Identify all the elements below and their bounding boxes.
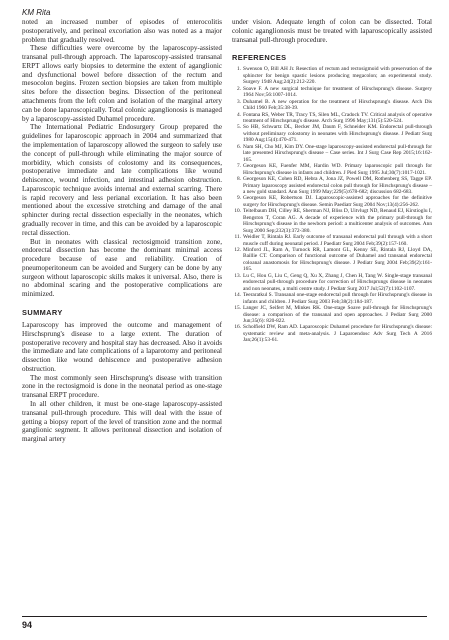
left-paragraph-2: These difficulties were overcome by the laparoscopy-assisted transanal pull-through approach. The laparoscopy-assisted transanal ERPT allows early biopsies to determine the extent of aganglionic and dysfunctional bowel before dissection of the rectum and mesocolon begins. Frozen section biopsies are taken from multiple sites before the dissection begins. Dissection of the peritoneal attachments from the left colon and isolation of the marginal artery can be done laparoscopically. Total colonic aganglionosis is managed by a laparoscopy-assisted Duhamel procedure.	[22, 44, 222, 123]
left-column	[22, 18, 222, 444]
reference-text: So HB, Schwartz DL, Becker JM, Daum F, Schneider KM. Endorectal pull-through without preliminary colostomy in neonates with Hirschsprung's disease. J Pediatr Surg 1980 Aug;15(4):470-471.	[243, 124, 432, 144]
reference-number: 5.	[236, 124, 241, 131]
reference-number: 7.	[236, 163, 241, 170]
reference-item	[232, 66, 432, 85]
reference-text: Nam SH, Cho MJ, Kim DY. One-stage laparoscopy-assisted endorectal pull-through for late presented Hirschsprung's disease – Case series. Int J Surg Case Rep 2015;16:162-165.	[243, 143, 432, 163]
references-heading: REFERENCES	[232, 53, 287, 63]
reference-number: 14.	[234, 292, 241, 299]
reference-item	[232, 86, 432, 99]
reference-text: Lu C, Hou G, Liu C, Geng Q, Xu X, Zhang J, Chen H, Tang W. Single-stage transanal endorectal pull-through procedure for correction of Hirschsprungs disease in neonates and non neonates, a multi centre study. J Pediatr Surg 2017 Jul;52(7):1102-1107.	[243, 272, 432, 292]
running-head: KM Rita	[22, 8, 51, 17]
reference-item	[232, 208, 432, 234]
reference-number: 4.	[236, 111, 241, 118]
reference-number: 11.	[234, 234, 241, 241]
reference-text: Minford JL, Ram A, Turnock RR, Lamont GL, Kenny SE, Rintala RJ, Lloyd DA, Baillie CT. Comparison of functional outcome of Duhamel and transanal endorectal coloanal anastomosis for Hirschsprung's disease. J Pediatr Surg 2004 Feb;39(2):161-165.	[243, 247, 432, 273]
reference-number: 15.	[234, 305, 241, 312]
page-number: 94	[22, 620, 33, 630]
left-paragraph-3: The International Pediatric Endosurgery Group prepared the guidelines for laparoscopic approach in 2004 and summarized that the implementation of laparoscopy allowed the surgeon to safely use the concept of pull-through while eliminating the major source of morbidity, which consists of colostomy and its consequences, postoperative immediate and late complications like wound dehiscence, wound infection, and intestinal adhesion obstruction. Laparoscopic technique avoids internal and external scarring. There is rapid recovery and less perianal excoriation. It has also been mentioned about the excessive stretching and damage of the anal sphincter during rectal dissection especially in the neonates, which gradually recover in time, and this can be avoided by a laparoscopic rectal dissection.	[22, 123, 222, 237]
reference-number: 13.	[234, 272, 241, 279]
reference-list	[232, 66, 432, 343]
reference-text: Weidler T, Rintala RJ. Early outcome of transanal endorectal pull through with a short muscle cuff during neonatal period. J Paediatr Surg 2004 Feb;39(2):157-160.	[243, 234, 432, 247]
reference-item	[232, 305, 432, 324]
reference-item	[232, 234, 432, 247]
reference-item	[232, 176, 432, 195]
reference-item	[232, 292, 432, 305]
right-paragraph-1: under vision. Adequate length of colon can be dissected. Total colonic aganglionosis must be treated with laparoscopically assisted transanal pull-through procedure.	[232, 18, 432, 44]
summary-paragraph-2: The most commonly seen Hirschsprung's disease with transition zone in the rectosigmoid is done in the neonatal period as one-stage transanal ERPT procedure.	[22, 373, 222, 400]
left-paragraph-1: noted an increased number of episodes of enterocolitis postoperatively, and perineal excoriation also was noted as a major problem that gradually resolved.	[22, 18, 222, 44]
reference-item	[232, 124, 432, 143]
reference-text: Teitelbaum DH, Cilley RE, Sherman NJ, Bliss D, Uitvlugt ND, Renaud EJ, Kirstioglu I, Bengston T, Coran AG. A decade of experience with the primary pull-through for Hirschsprung's disease in the newborn period: a multicenter analysis of outcomes. Ann Surg 2000 Sep;232(3):372-380.	[243, 208, 432, 234]
summary-paragraph-3: In all other children, it must be one-stage laparoscopy-assisted transanal pull-through procedure. This will deal with the issue of getting a biopsy report of the level of transition zone and the normal ganglionic segment. It allows peritoneal dissection and isolation of marginal artery	[22, 400, 222, 444]
reference-text: Scholfield DW, Ram AD. Laparoscopic Duhamel procedure for Hirschsprung's disease: systematic review and meta-analysis. J Laparoendosc Adv Surg Tech A 2016 Jan;26(1):53-61.	[243, 324, 432, 344]
reference-number: 2.	[236, 85, 241, 92]
left-paragraph-4: But in neonates with classical rectosigmoid transition zone, endorectal dissection has become the dominant minimal access procedure because of ease and reliability. Creation of pneumoperitoneum can be avoided and Surgery can be done by any surgeon without laparoscopic skills makes it universal. Also, there is no abdominal scaring and the postoperative complications are minimized.	[22, 237, 222, 299]
reference-text: Georgeson KE, Robertson DJ. Laparoscopic-assisted approaches for the definitive surgery for Hirschsprung's disease. Semin Paediatr Surg 2004 Nov;13(4):256-262.	[243, 195, 432, 208]
reference-item	[232, 112, 432, 125]
reference-number: 1.	[236, 66, 241, 73]
reference-item	[232, 247, 432, 273]
reference-item	[232, 99, 432, 112]
reference-item	[232, 144, 432, 163]
reference-item	[232, 163, 432, 176]
footer-rule	[22, 616, 427, 617]
reference-text: Georgeson KE, Fuenfer MM, Hardin WD. Primary laparoscopic pull through for Hirschsprung's disease in infants and children. J Pied Surg 1995 Jul;30(7):1017-1021.	[243, 163, 432, 176]
summary-paragraph-1: Laparoscopy has improved the outcome and management of Hirschsprung's disease to a large extent. The duration of postoperative recovery and hospital stay has decreased. Also it avoids the immediate and late complications of a laparotomy and peritoneal dissection like wound dehiscence and postoperative adhesion obstruction.	[22, 321, 222, 373]
reference-item	[232, 273, 432, 292]
reference-text: Duhamel B. A new operation for the treatment of Hirschsprung's disease. Arch Dis Child 1960 Feb;35:38-39.	[243, 98, 432, 112]
reference-item	[232, 324, 432, 343]
reference-number: 3.	[236, 98, 241, 105]
right-column	[232, 18, 432, 344]
reference-item	[232, 195, 432, 208]
reference-number: 16.	[234, 324, 241, 331]
reference-text: Soave F. A new surgical technique for treatment of Hirschsprung's disease. Surgery 1964 Nov;56:1007-1014.	[243, 85, 432, 99]
reference-number: 8.	[236, 176, 241, 183]
reference-number: 9.	[236, 195, 241, 202]
reference-text: Teeraratkul S. Transanal one-stage endorectal pull through for Hirschsprung's disease in infants and children. J Pediatr Surg 2003 Feb;38(2):184-187.	[243, 292, 432, 305]
reference-number: 10.	[234, 208, 241, 215]
reference-number: 6.	[236, 143, 241, 150]
reference-text: Fontana RS, Weber TR, Tracy TS, Silen ML, Cradock TV. Critical analysis of operative treatment of Hirschsprung's disease. Arch Surg 1996 May;131(5):520-524.	[243, 111, 432, 124]
reference-text: Langer JC, Seifert M, Minkes RK. One-stage Soave pull-through for Hirschsprung's disease: a comparison of the transanal and open approaches. J Pediatr Surg 2000 Jun;35(6): 820-822.	[243, 305, 432, 325]
reference-number: 12.	[234, 247, 241, 254]
reference-text: Swenson O, Bill AH Jr. Resection of rectum and rectosigmoid with preservation of the sphincter for benign spastic lesions producing megacolon; an experimental study. Surgery 1948 Aug;24(2):212-220.	[243, 66, 432, 86]
summary-heading: SUMMARY	[22, 308, 63, 317]
reference-text: Georgeson KE, Cohen RD, Hebra A, Jona JZ, Powell DM, Rothenberg SS, Tagge EP. Primary laparoscopy assisted endorectal colon pull through for Hirschsprung's disease – a new gold standard. Ann Surg 1999 May;229(5):678-682; discussion 682-683.	[243, 176, 432, 195]
